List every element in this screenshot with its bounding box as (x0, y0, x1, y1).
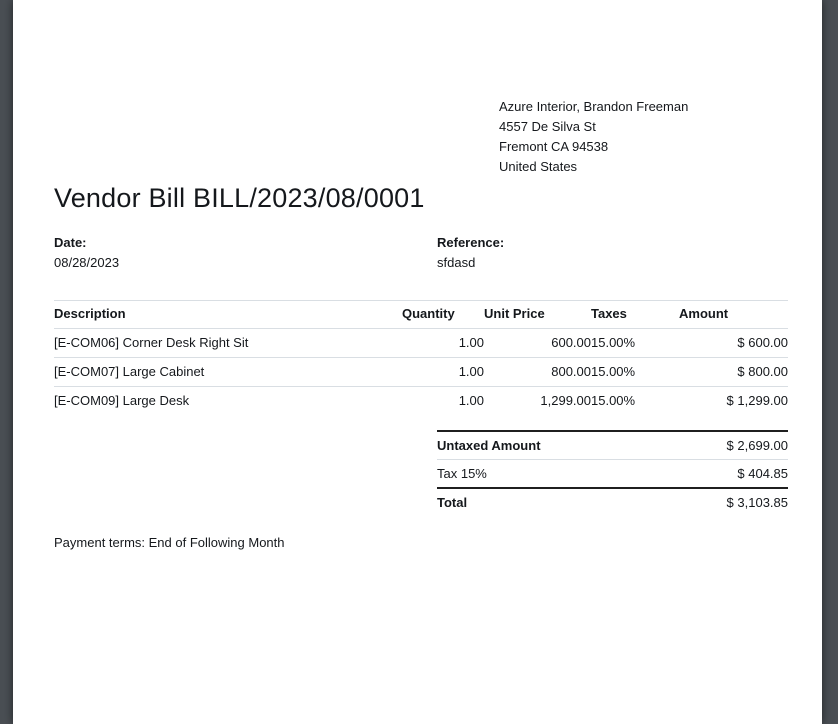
table-row (54, 329, 788, 358)
cell-amount: $ 1,299.00 (726, 393, 788, 408)
date-label: Date: (54, 235, 87, 250)
bill-reference-block (437, 233, 504, 273)
bill-info-row (54, 233, 788, 273)
vendor-address-line: Fremont CA 94538 (499, 139, 609, 154)
header-description: Description (54, 301, 402, 329)
invoice-lines-table (54, 300, 788, 415)
document-title: Vendor Bill BILL/2023/08/0001 (54, 183, 425, 213)
table-row (54, 387, 788, 416)
document-content (13, 0, 822, 724)
untaxed-amount-row (437, 431, 788, 460)
cell-taxes: 15.00% (591, 329, 679, 358)
reference-label: Reference: (437, 235, 505, 250)
cell-quantity: 1.00 (458, 393, 484, 408)
payment-terms-text: Payment terms: End of Following Month (54, 535, 285, 550)
vendor-address-line: Azure Interior, Brandon Freeman (499, 99, 689, 114)
cell-description: [E-COM09] Large Desk (54, 393, 190, 408)
untaxed-amount-value: $ 2,699.00 (657, 431, 788, 460)
cell-unit-price: 800.00 (484, 358, 591, 387)
document-page (13, 0, 822, 724)
vendor-address-block (499, 0, 788, 177)
tax-value: $ 404.85 (657, 460, 788, 489)
header-taxes: Taxes (591, 301, 679, 329)
cell-amount: $ 800.00 (679, 358, 788, 387)
tax-label: Tax 15% (437, 460, 657, 489)
cell-unit-price: 600.00 (484, 329, 591, 358)
header-unit-price: Unit Price (484, 301, 591, 329)
cell-description: [E-COM06] Corner Desk Right Sit (54, 329, 402, 358)
cell-unit-price: 1,299.00 (540, 393, 591, 408)
totals-table (437, 430, 788, 516)
cell-quantity: 1.00 (402, 358, 484, 387)
table-row (54, 358, 788, 387)
header-amount: Amount (679, 301, 788, 329)
cell-taxes: 15.00% (591, 358, 679, 387)
table-header-row (54, 301, 788, 329)
tax-row (437, 460, 788, 489)
header-quantity: Quantity (402, 301, 484, 329)
cell-amount: $ 600.00 (679, 329, 788, 358)
vendor-address-line: 4557 De Silva St (499, 119, 596, 134)
reference-value: sfdasd (437, 255, 476, 270)
total-label: Total (437, 488, 657, 516)
vendor-address-line: United States (499, 159, 578, 174)
cell-description: [E-COM07] Large Cabinet (54, 358, 402, 387)
total-row (437, 488, 788, 516)
bill-date-block (54, 233, 437, 273)
cell-taxes: 15.00% (591, 393, 636, 408)
untaxed-amount-label: Untaxed Amount (437, 431, 657, 460)
date-value: 08/28/2023 (54, 255, 120, 270)
total-value: $ 3,103.85 (657, 488, 788, 516)
cell-quantity: 1.00 (402, 329, 484, 358)
